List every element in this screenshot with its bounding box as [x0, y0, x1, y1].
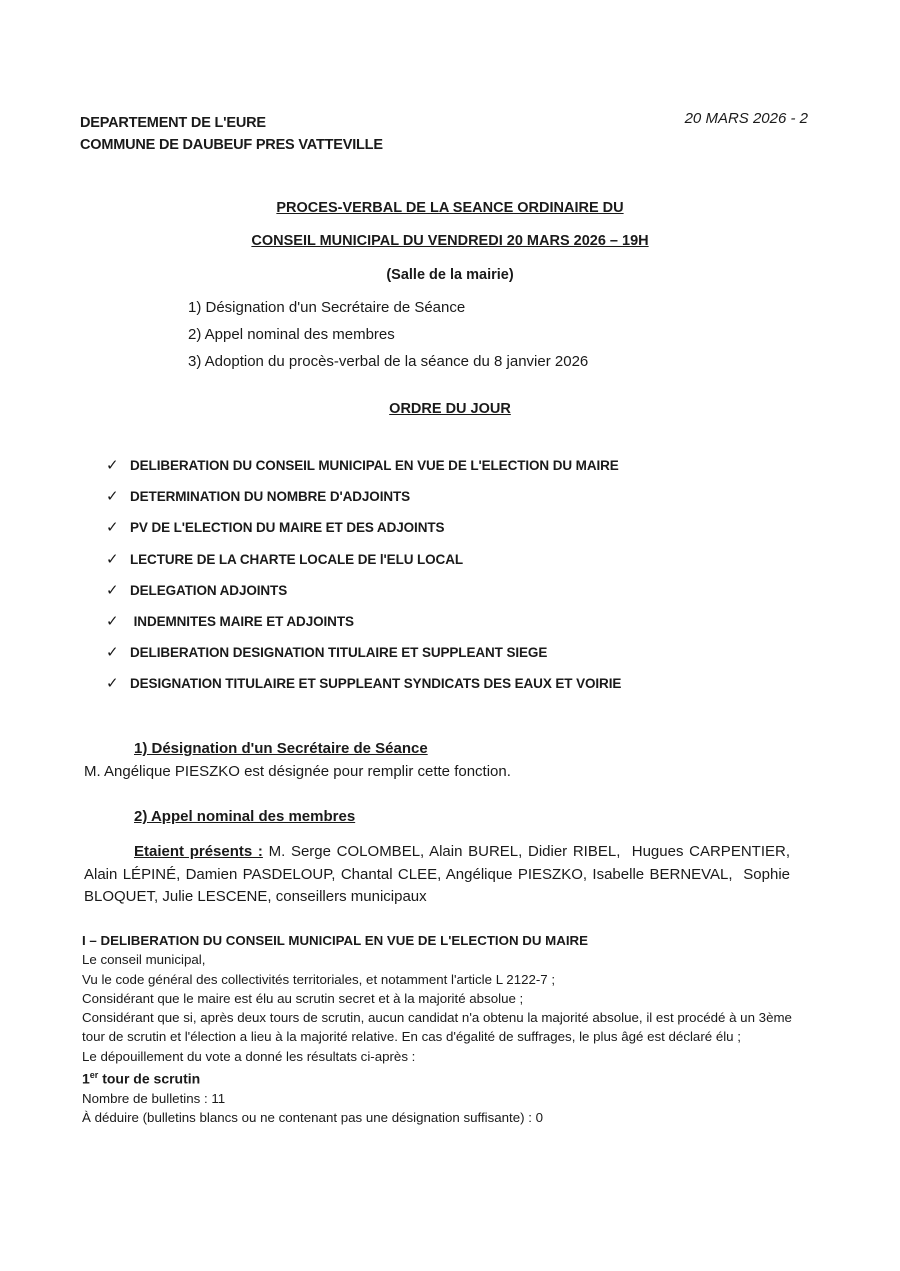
agenda-item: [106, 674, 621, 705]
deliberation-section: [82, 931, 798, 1128]
section1-text: M. Angélique PIESZKO est désignée pour remplir cette fonction.: [84, 763, 511, 780]
deliberation-line: Considérant que le maire est élu au scrutin secret et à la majorité absolue ;: [82, 990, 524, 1006]
checkmark-icon: ✓: [106, 550, 119, 568]
checkmark-icon: ✓: [106, 644, 119, 662]
ordre-du-jour-heading: ORDRE DU JOUR: [389, 401, 511, 417]
result-line: Nombre de bulletins : 11: [82, 1091, 226, 1107]
tour-superscript: er: [89, 1070, 99, 1081]
checkmark-icon: ✓: [106, 457, 119, 474]
header-block: [80, 112, 383, 156]
agenda-item-label: DETERMINATION DU NOMBRE D'ADJOINTS: [130, 489, 411, 505]
title-salle: (Salle de la mairie): [386, 267, 514, 283]
page-date: 20 MARS 2026 - 2: [684, 110, 808, 127]
deliberation-line: Le dépouillement du vote a donné les résultats ci-après :: [82, 1048, 416, 1064]
agenda-item: [106, 612, 621, 643]
section2-title: 2) Appel nominal des membres: [134, 808, 356, 825]
deliberation-heading: I – DELIBERATION DU CONSEIL MUNICIPAL EN VUE DE L'ELECTION DU MAIRE: [82, 933, 589, 948]
attendees-lead: Etaient présents :: [134, 843, 263, 860]
attendees-paragraph: [84, 841, 795, 909]
agenda-item: [106, 550, 621, 581]
agenda-item: [106, 487, 621, 518]
agenda-item-label: LECTURE DE LA CHARTE LOCALE DE l'ELU LOCAL: [130, 551, 464, 567]
title-line-1: PROCES-VERBAL DE LA SEANCE ORDINAIRE DU: [276, 200, 624, 216]
commune: COMMUNE DE DAUBEUF PRES VATTEVILLE: [80, 137, 383, 153]
tour-label: tour de scrutin: [98, 1070, 201, 1087]
agenda-item-label: DELIBERATION DESIGNATION TITULAIRE ET SUPPLEANT SIEGE: [130, 645, 548, 661]
agenda-item-label: DELEGATION ADJOINTS: [130, 582, 288, 598]
tour-heading: [82, 1066, 798, 1089]
agenda-item: [106, 456, 621, 487]
checkmark-icon: ✓: [106, 519, 119, 537]
preliminary-item: 2) Appel nominal des membres: [188, 326, 395, 343]
result-line: À déduire (bulletins blancs ou ne contenant pas une désignation suffisante) : 0: [82, 1110, 544, 1126]
preliminary-item: 1) Désignation d'un Secrétaire de Séance: [188, 299, 466, 316]
section1-title: 1) Désignation d'un Secrétaire de Séance: [134, 740, 428, 757]
deliberation-line: Vu le code général des collectivités territoriales, et notamment l'article L 2122-7 ;: [82, 971, 556, 987]
agenda-item-label: DESIGNATION TITULAIRE ET SUPPLEANT SYNDICATS DES EAUX ET VOIRIE: [130, 676, 622, 692]
title-line-2: CONSEIL MUNICIPAL DU VENDREDI 20 MARS 2026 – 19H: [251, 233, 649, 249]
agenda-item: [106, 643, 621, 674]
agenda-item-label: PV DE L'ELECTION DU MAIRE ET DES ADJOINTS: [130, 520, 445, 536]
preliminary-item: 3) Adoption du procès-verbal de la séance du 8 janvier 2026: [188, 353, 589, 370]
deliberation-line: Le conseil municipal,: [82, 952, 206, 968]
agenda-item: [106, 518, 621, 549]
deliberation-line: Considérant que si, après deux tours de scrutin, aucun candidat n'a obtenu la majorité absolue, il est procédé à un 3ème tour de scrutin et l'élection a lieu à la majorité relative. En cas d'égalité de suffrages, le plus âgé est déclaré élu ;: [82, 1010, 792, 1045]
agenda-item-label: DELIBERATION DU CONSEIL MUNICIPAL EN VUE DE L'ELECTION DU MAIRE: [130, 458, 619, 473]
agenda-item: [106, 581, 621, 612]
checkmark-icon: ✓: [106, 675, 119, 693]
agenda-list: [106, 456, 621, 706]
checkmark-icon: ✓: [106, 581, 119, 599]
checkmark-icon: ✓: [106, 612, 119, 630]
checkmark-icon: ✓: [106, 488, 119, 506]
tour-number: 1: [82, 1070, 90, 1087]
departement: DEPARTEMENT DE L'EURE: [80, 115, 266, 131]
attendees-list: M. Serge COLOMBEL, Alain BUREL, Didier RIBEL, Hugues CARPENTIER, Alain LÉPINÉ, Damien PASDELOUP, Chantal CLEE, Angélique PIESZKO, Isabelle BERNEVAL, Sophie BLOQUET, Julie LESCENE, conseillers municipaux: [84, 843, 795, 905]
agenda-item-label: INDEMNITES MAIRE ET ADJOINTS: [130, 613, 354, 629]
preliminaries-list: [188, 294, 588, 375]
